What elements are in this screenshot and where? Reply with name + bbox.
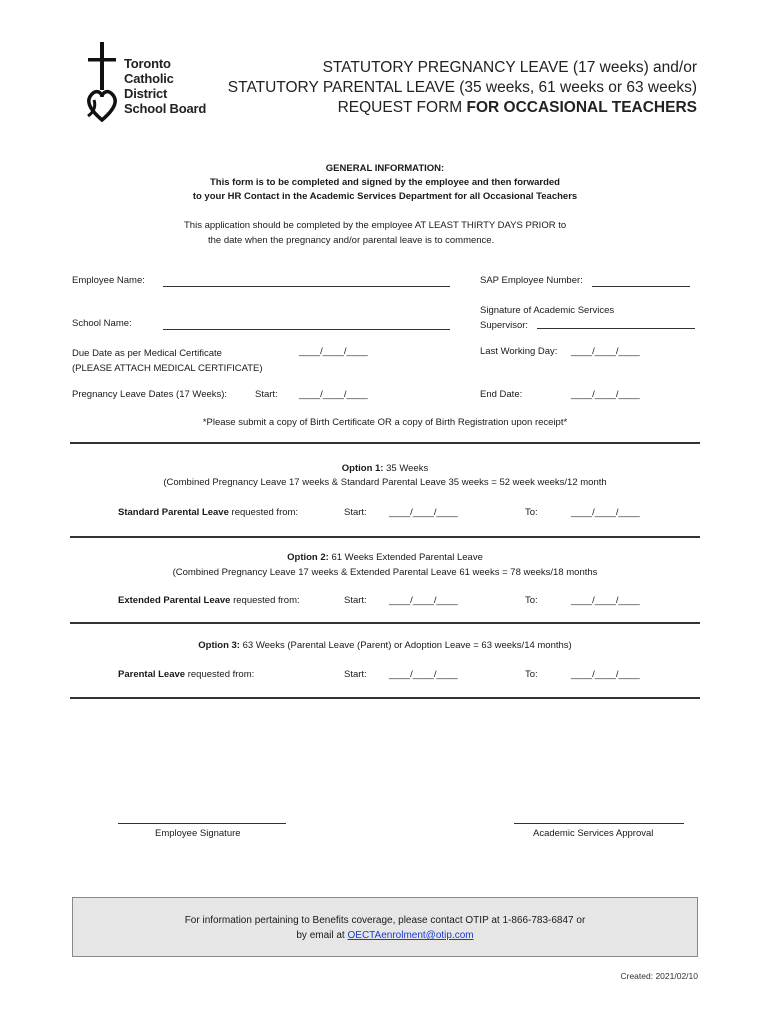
option3-start-field[interactable]: ____/____/____	[389, 669, 458, 680]
sap-number-field[interactable]	[592, 286, 690, 287]
supervisor-signature-field[interactable]	[537, 328, 695, 329]
birth-certificate-note: *Please submit a copy of Birth Certificate OR a copy of Birth Registration upon receipt*	[202, 417, 568, 428]
benefits-info-box: For information pertaining to Benefits coverage, please contact OTIP at 1-866-783-6847 or by email at OECTAenrolment@otip.com	[72, 897, 698, 957]
created-date: Created: 2021/02/10	[620, 971, 698, 981]
school-name-label: School Name:	[72, 318, 132, 329]
option1-description: (Combined Pregnancy Leave 17 weeks & Standard Parental Leave 35 weeks = 52 week weeks/12 month	[163, 477, 607, 488]
employee-name-label: Employee Name:	[72, 275, 145, 286]
notice-text: This application should be completed by the employee AT LEAST THIRTY DAYS PRIOR to the date when the pregnancy and/or parental leave is to commence.	[184, 220, 567, 246]
option3-to-label: To:	[525, 669, 538, 680]
divider	[70, 622, 700, 624]
end-date-field[interactable]: ____/____/____	[571, 389, 640, 400]
option3-heading: Option 3: 63 Weeks (Parental Leave (Parent) or Adoption Leave = 63 weeks/14 months)	[198, 640, 572, 651]
option2-to-label: To:	[525, 595, 538, 606]
option2-request-label: Extended Parental Leave requested from:	[118, 595, 300, 606]
supervisor-signature-label: Signature of Academic Services Supervisor:	[480, 305, 615, 331]
option3-request-label: Parental Leave requested from:	[118, 669, 255, 680]
employee-signature-label: Employee Signature	[155, 828, 241, 839]
pregnancy-start-label: Start:	[255, 389, 278, 400]
option1-to-label: To:	[525, 507, 538, 518]
option1-to-field[interactable]: ____/____/____	[571, 507, 640, 518]
divider	[70, 697, 700, 699]
last-working-day-label: Last Working Day:	[480, 346, 558, 357]
option3-to-field[interactable]: ____/____/____	[571, 669, 640, 680]
employee-signature-field[interactable]	[118, 823, 286, 824]
last-working-day-field[interactable]: ____/____/____	[571, 346, 640, 357]
option1-start-field[interactable]: ____/____/____	[389, 507, 458, 518]
pregnancy-start-field[interactable]: ____/____/____	[299, 389, 368, 400]
due-date-field[interactable]: ____/____/____	[299, 346, 368, 357]
otip-email-link[interactable]: OECTAenrolment@otip.com	[347, 930, 474, 941]
school-name-field[interactable]	[163, 329, 450, 330]
option2-description: (Combined Pregnancy Leave 17 weeks & Extended Parental Leave 61 weeks = 78 weeks/18 months	[172, 567, 598, 578]
option2-start-field[interactable]: ____/____/____	[389, 595, 458, 606]
page-title: STATUTORY PREGNANCY LEAVE (17 weeks) and/or STATUTORY PARENTAL LEAVE (35 weeks, 61 weeks or 63 weeks) REQUEST FORM FOR OCCASIONAL TEACHERS	[227, 59, 697, 116]
divider	[70, 536, 700, 538]
logo-text: Toronto Catholic District School Board	[124, 56, 207, 116]
pregnancy-dates-label: Pregnancy Leave Dates (17 Weeks):	[72, 389, 228, 400]
approval-signature-label: Academic Services Approval	[533, 828, 654, 839]
divider	[70, 442, 700, 444]
sap-number-label: SAP Employee Number:	[480, 275, 583, 286]
general-info: GENERAL INFORMATION: This form is to be completed and signed by the employee and then forwarded to your HR Contact in the Academic Services Department for all Occasional Teachers	[192, 163, 578, 202]
approval-signature-field[interactable]	[514, 823, 684, 824]
option2-start-label: Start:	[344, 595, 367, 606]
option2-heading: Option 2: 61 Weeks Extended Parental Leave	[287, 552, 483, 563]
employee-name-field[interactable]	[163, 286, 450, 287]
option3-start-label: Start:	[344, 669, 367, 680]
option2-to-field[interactable]: ____/____/____	[571, 595, 640, 606]
option1-heading: Option 1: 35 Weeks	[341, 463, 429, 474]
due-date-label: Due Date as per Medical Certificate (PLEASE ATTACH MEDICAL CERTIFICATE)	[72, 348, 263, 374]
end-date-label: End Date:	[480, 389, 523, 400]
option1-start-label: Start:	[344, 507, 367, 518]
option1-request-label: Standard Parental Leave requested from:	[118, 507, 299, 518]
